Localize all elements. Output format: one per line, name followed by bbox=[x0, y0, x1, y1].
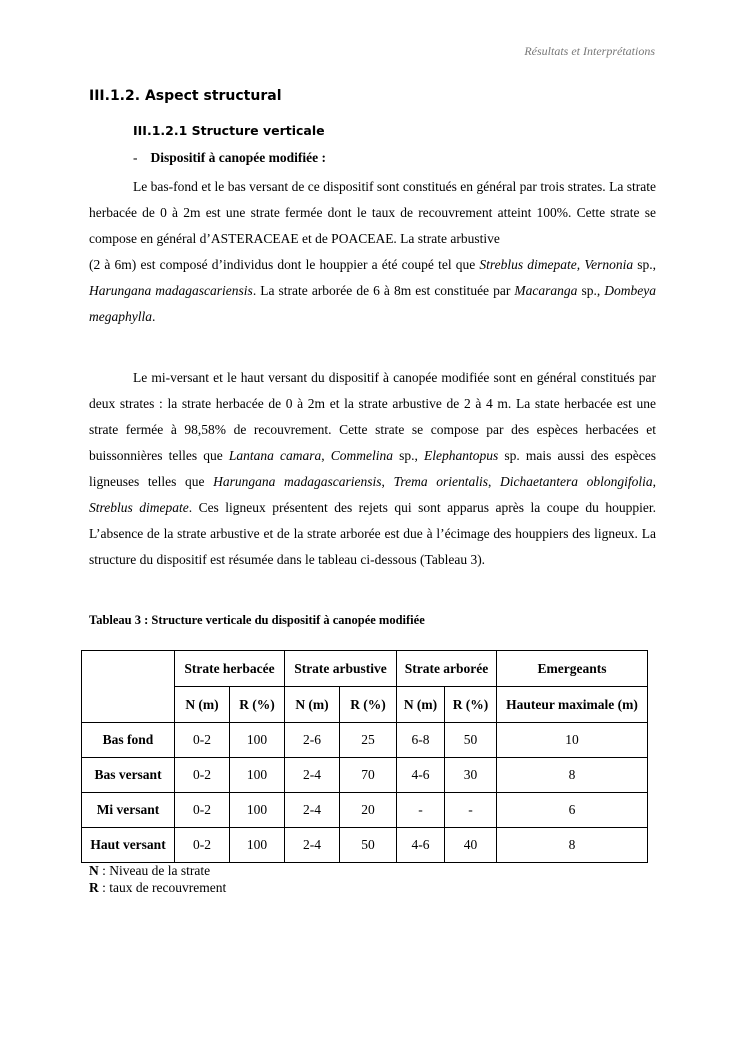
table-notes bbox=[89, 862, 226, 896]
table-row bbox=[82, 723, 648, 758]
paragraph-2-text bbox=[89, 365, 656, 573]
paragraph-1 bbox=[89, 174, 656, 330]
text-run: Le mi-versant et le haut versant du dispositif à canopée modifiée sont en général constitués par deux strates : la strate herbacée de 0 à 2m et la strate arbustive de 2 à 4 m. La state herbacée est une strate fermée à 98,58% de recouvrement. Cette strate se compose par des espèces herbacées et buissonnières telles que bbox=[89, 370, 656, 463]
table-caption: Tableau 3 : Structure verticale du dispositif à canopée modifiée bbox=[89, 613, 425, 627]
table-cell: 25 bbox=[340, 723, 397, 758]
structure-table bbox=[81, 650, 648, 863]
table-cell: 100 bbox=[230, 793, 285, 828]
species-name: Vernonia bbox=[584, 257, 634, 272]
table-cell: 50 bbox=[340, 828, 397, 863]
text-run: sp., bbox=[633, 257, 657, 272]
subheader-r: R (%) bbox=[445, 687, 497, 723]
header-emergeants: Emergeants bbox=[497, 651, 648, 687]
subheader-n: N (m) bbox=[175, 687, 230, 723]
table-cell: 4-6 bbox=[397, 758, 445, 793]
text-run: . bbox=[152, 309, 156, 324]
text-run: , bbox=[652, 474, 656, 489]
subheader-n: N (m) bbox=[397, 687, 445, 723]
table-cell: 6 bbox=[497, 793, 648, 828]
species-name: Harungana madagascariensis bbox=[89, 283, 253, 298]
species-name: Elephantopus bbox=[424, 448, 499, 463]
table-cell: 6-8 bbox=[397, 723, 445, 758]
text-run: . Ces ligneux présentent des rejets qui sont apparus après la coupe du houppier. L’absence de la strate arbustive et de la strate arborée est due à l’écimage des houppiers des ligneux. La structure du dispositif est résumée dans le tableau ci-dessous (Tableau 3). bbox=[89, 500, 656, 567]
species-name: Commelina bbox=[330, 448, 393, 463]
text-run: sp. mais aussi des espèces ligneuses telles que bbox=[89, 448, 656, 489]
subheader-hauteur-maximale: Hauteur maximale (m) bbox=[497, 687, 648, 723]
table-cell: 100 bbox=[230, 828, 285, 863]
species-name: Harungana madagascariensis bbox=[213, 474, 382, 489]
row-label: Haut versant bbox=[82, 828, 175, 863]
bullet-heading-text: Dispositif à canopée modifiée : bbox=[150, 150, 326, 165]
table-cell: 2-6 bbox=[285, 723, 340, 758]
table-cell: - bbox=[397, 793, 445, 828]
table-cell: 8 bbox=[497, 828, 648, 863]
species-name: Trema orientalis bbox=[393, 474, 488, 489]
table-cell: 0-2 bbox=[175, 828, 230, 863]
table-row bbox=[82, 758, 648, 793]
header-strate-arboree: Strate arborée bbox=[397, 651, 497, 687]
table-cell: 20 bbox=[340, 793, 397, 828]
table-cell: 2-4 bbox=[285, 793, 340, 828]
species-name: Macaranga bbox=[514, 283, 578, 298]
table-cell: 70 bbox=[340, 758, 397, 793]
paragraph-1-text-2: (2 à 6m) est composé d’individus dont le houppier a été coupé tel que bbox=[89, 257, 480, 272]
table-cell: - bbox=[445, 793, 497, 828]
row-label: Bas fond bbox=[82, 723, 175, 758]
table-cell: 8 bbox=[497, 758, 648, 793]
table-cell: 0-2 bbox=[175, 793, 230, 828]
header-strate-herbacee: Strate herbacée bbox=[175, 651, 285, 687]
paragraph-2 bbox=[89, 365, 656, 573]
table-corner-cell bbox=[82, 651, 175, 723]
table-cell: 100 bbox=[230, 758, 285, 793]
table-cell: 2-4 bbox=[285, 758, 340, 793]
row-label: Bas versant bbox=[82, 758, 175, 793]
table-cell: 40 bbox=[445, 828, 497, 863]
list-dash: - bbox=[133, 150, 138, 165]
table-row bbox=[82, 828, 648, 863]
header-strate-arbustive: Strate arbustive bbox=[285, 651, 397, 687]
text-run: sp., bbox=[393, 448, 425, 463]
species-name: Streblus dimepate bbox=[89, 500, 189, 515]
text-run: sp., bbox=[577, 283, 605, 298]
species-name: Dichaetantera oblongifolia bbox=[499, 474, 653, 489]
note-text: : taux de recouvrement bbox=[98, 880, 227, 895]
table-cell: 2-4 bbox=[285, 828, 340, 863]
table-cell: 10 bbox=[497, 723, 648, 758]
text-run: , bbox=[381, 474, 394, 489]
subheader-n: N (m) bbox=[285, 687, 340, 723]
species-name: Dombeya megaphylla bbox=[89, 283, 656, 324]
text-run: . La strate arborée de 6 à 8m est constituée par bbox=[252, 283, 515, 298]
table-cell: 30 bbox=[445, 758, 497, 793]
table-cell: 0-2 bbox=[175, 723, 230, 758]
note-key: R bbox=[89, 880, 99, 895]
subsection-title: III.1.2.1 Structure verticale bbox=[133, 123, 325, 138]
table-cell: 4-6 bbox=[397, 828, 445, 863]
species-name: Lantana camara bbox=[228, 448, 322, 463]
subheader-r: R (%) bbox=[340, 687, 397, 723]
paragraph-1-text: Le bas-fond et le bas versant de ce dispositif sont constitués en général par trois strates. La strate herbacée de 0 à 2m est une strate fermée dont le taux de recouvrement atteint 100%. Cette strate se compose en général d’ASTERACEAE et de POACEAE. La strate arbustive bbox=[89, 179, 656, 246]
note-key: N bbox=[89, 863, 99, 878]
row-label: Mi versant bbox=[82, 793, 175, 828]
running-header: Résultats et Interprétations bbox=[524, 44, 655, 58]
table-cell: 0-2 bbox=[175, 758, 230, 793]
subheader-r: R (%) bbox=[230, 687, 285, 723]
species-name: Streblus dimepate, bbox=[479, 257, 581, 272]
text-run: , bbox=[321, 448, 331, 463]
table-cell: 100 bbox=[230, 723, 285, 758]
text-run: , bbox=[487, 474, 500, 489]
bullet-heading bbox=[133, 150, 326, 166]
section-title: III.1.2. Aspect structural bbox=[89, 88, 282, 104]
note-n bbox=[89, 862, 226, 879]
note-r bbox=[89, 879, 226, 896]
table-row bbox=[82, 793, 648, 828]
table-cell: 50 bbox=[445, 723, 497, 758]
note-text: : Niveau de la strate bbox=[98, 863, 211, 878]
